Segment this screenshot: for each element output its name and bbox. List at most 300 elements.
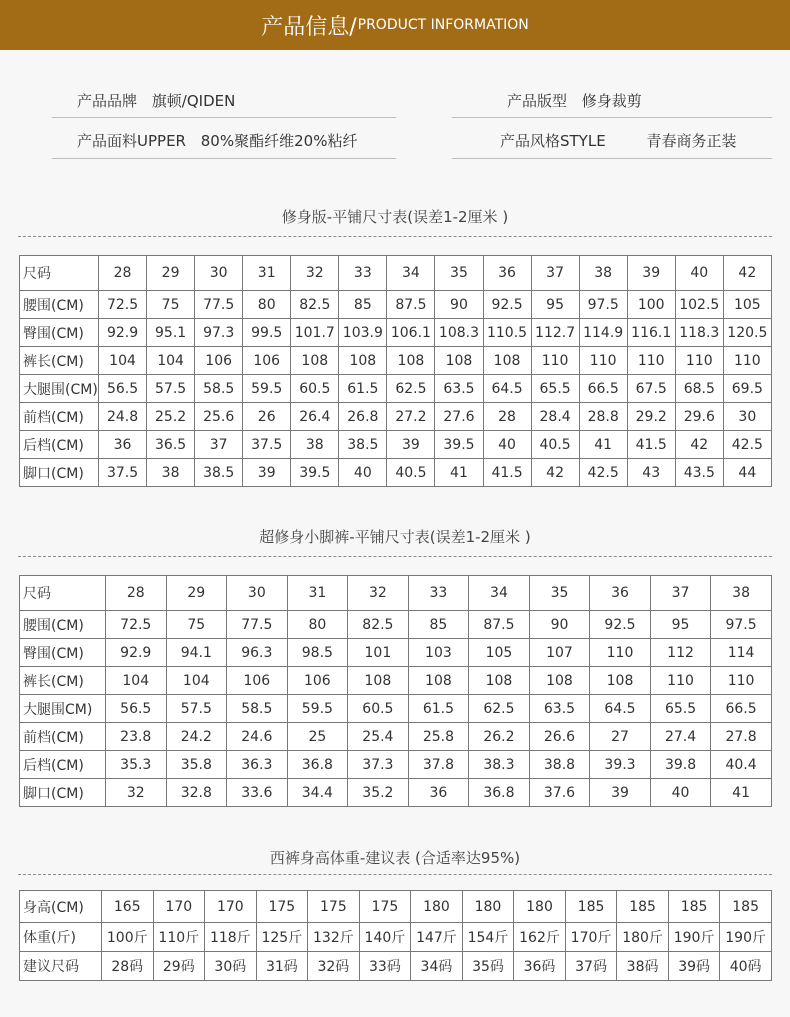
brand-value: 旗顿/QIDEN (151, 92, 236, 110)
header-cell: 170 (153, 891, 205, 923)
table-cell: 105 (723, 291, 771, 319)
table-cell: 108.3 (435, 319, 483, 347)
table-cell: 26.6 (529, 723, 590, 751)
table-cell: 27.2 (387, 403, 435, 431)
table-cell: 147斤 (411, 923, 463, 952)
table-cell: 24.6 (227, 723, 288, 751)
table-row (20, 291, 772, 319)
table-cell: 39 (387, 431, 435, 459)
divider (452, 117, 772, 118)
table-cell: 62.5 (469, 695, 530, 723)
table-cell: 39 (243, 459, 291, 487)
table-cell: 104 (147, 347, 195, 375)
table-cell: 108 (408, 667, 469, 695)
table-header-row (20, 891, 772, 923)
table-cell: 75 (166, 611, 227, 639)
table-row (20, 639, 772, 667)
table-cell: 26.2 (469, 723, 530, 751)
table-cell: 118斤 (205, 923, 257, 952)
table-cell: 85 (339, 291, 387, 319)
table-cell: 37码 (565, 952, 617, 981)
row-label: 腰围(CM) (20, 291, 99, 319)
table-cell: 42.5 (723, 431, 771, 459)
table-cell: 95.1 (147, 319, 195, 347)
table3-title: 西裤身高体重-建议表 (合适率达95%) (269, 849, 521, 867)
fabric-info (77, 130, 357, 151)
table-cell: 87.5 (469, 611, 530, 639)
header-cell: 185 (668, 891, 720, 923)
table-cell: 154斤 (462, 923, 514, 952)
table-cell: 37.3 (348, 751, 409, 779)
table-row (20, 347, 772, 375)
table-cell: 82.5 (348, 611, 409, 639)
table-cell: 26 (243, 403, 291, 431)
table-cell: 72.5 (106, 611, 167, 639)
table-cell: 65.5 (650, 695, 711, 723)
row-label: 建议尺码 (20, 952, 102, 981)
size-table-slim (19, 255, 772, 487)
table-cell: 110 (579, 347, 627, 375)
header-cell: 37 (650, 576, 711, 611)
table-cell: 38 (291, 431, 339, 459)
table-cell: 162斤 (514, 923, 566, 952)
table-cell: 36.8 (287, 751, 348, 779)
header-cell: 35 (435, 256, 483, 291)
table-cell: 37.5 (243, 431, 291, 459)
table-cell: 36码 (514, 952, 566, 981)
table-cell: 28.8 (579, 403, 627, 431)
table-cell: 39.8 (650, 751, 711, 779)
table-cell: 110 (675, 347, 723, 375)
table-cell: 62.5 (387, 375, 435, 403)
brand-info (77, 90, 235, 111)
header-cell: 31 (287, 576, 348, 611)
table-cell: 108 (469, 667, 530, 695)
table-cell: 36.3 (227, 751, 288, 779)
table-cell: 108 (483, 347, 531, 375)
row-label: 裤长(CM) (20, 667, 106, 695)
header-cell: 185 (720, 891, 772, 923)
table-cell: 107 (529, 639, 590, 667)
table-cell: 102.5 (675, 291, 723, 319)
dashed-divider (18, 556, 772, 557)
fit-label: 产品版型 (507, 92, 568, 110)
table-cell: 35.8 (166, 751, 227, 779)
header-cell: 30 (195, 256, 243, 291)
table-cell: 75 (147, 291, 195, 319)
table-cell: 72.5 (99, 291, 147, 319)
table-cell: 92.5 (590, 611, 651, 639)
table-cell: 106 (195, 347, 243, 375)
table-cell: 110斤 (153, 923, 205, 952)
row-label: 脚口(CM) (20, 459, 99, 487)
header-cell: 29 (147, 256, 195, 291)
height-weight-table (19, 890, 772, 981)
table-cell: 58.5 (195, 375, 243, 403)
table-cell: 40.5 (531, 431, 579, 459)
table-header-row (20, 256, 772, 291)
table-row (20, 695, 772, 723)
table-cell: 41.5 (627, 431, 675, 459)
header-cell: 30 (227, 576, 288, 611)
table-cell: 56.5 (106, 695, 167, 723)
table-cell: 58.5 (227, 695, 288, 723)
style-info (500, 130, 736, 151)
table-cell: 25 (287, 723, 348, 751)
table-cell: 125斤 (256, 923, 308, 952)
header-cell: 180 (411, 891, 463, 923)
table-cell: 38码 (617, 952, 669, 981)
header-cell: 32 (291, 256, 339, 291)
table-cell: 59.5 (287, 695, 348, 723)
header-cell: 36 (590, 576, 651, 611)
table-cell: 108 (529, 667, 590, 695)
header-cell: 38 (711, 576, 772, 611)
row-label: 尺码 (20, 576, 106, 611)
table-cell: 66.5 (711, 695, 772, 723)
table-cell: 28 (483, 403, 531, 431)
table-cell: 25.8 (408, 723, 469, 751)
table-cell: 68.5 (675, 375, 723, 403)
table-cell: 64.5 (590, 695, 651, 723)
table-header-row (20, 576, 772, 611)
table-cell: 97.5 (579, 291, 627, 319)
table-cell: 61.5 (339, 375, 387, 403)
fit-value: 修身裁剪 (581, 92, 642, 110)
table-cell: 65.5 (531, 375, 579, 403)
table-cell: 42 (675, 431, 723, 459)
table-row (20, 779, 772, 807)
table-row (20, 952, 772, 981)
table-cell: 34码 (411, 952, 463, 981)
table-cell: 35码 (462, 952, 514, 981)
header-title-cn: 产品信息/ (261, 14, 357, 40)
table-cell: 37.8 (408, 751, 469, 779)
row-label: 臀围(CM) (20, 319, 99, 347)
table-cell: 31码 (256, 952, 308, 981)
style-value: 青春商务正装 (646, 132, 737, 150)
fit-info (507, 90, 642, 111)
table-row (20, 403, 772, 431)
table-cell: 114.9 (579, 319, 627, 347)
table-cell: 190斤 (668, 923, 720, 952)
table-cell: 95 (650, 611, 711, 639)
fabric-value: 80%聚酯纤维20%粘纤 (200, 132, 358, 150)
table-cell: 180斤 (617, 923, 669, 952)
table-cell: 104 (166, 667, 227, 695)
table-cell: 87.5 (387, 291, 435, 319)
header-cell: 29 (166, 576, 227, 611)
table-cell: 90 (435, 291, 483, 319)
header-cell: 40 (675, 256, 723, 291)
table-row (20, 431, 772, 459)
table-cell: 37.5 (99, 459, 147, 487)
table-cell: 38.5 (339, 431, 387, 459)
table-cell: 37 (195, 431, 243, 459)
table-cell: 140斤 (359, 923, 411, 952)
table-cell: 108 (435, 347, 483, 375)
table-cell: 38 (147, 459, 195, 487)
table-cell: 170斤 (565, 923, 617, 952)
table-cell: 95 (531, 291, 579, 319)
table-cell: 40.5 (387, 459, 435, 487)
table-cell: 103.9 (339, 319, 387, 347)
table-cell: 94.1 (166, 639, 227, 667)
table-cell: 32码 (308, 952, 360, 981)
table-cell: 36.8 (469, 779, 530, 807)
table-cell: 41 (435, 459, 483, 487)
table-cell: 108 (291, 347, 339, 375)
table-cell: 42 (531, 459, 579, 487)
table-cell: 60.5 (291, 375, 339, 403)
table-cell: 30 (723, 403, 771, 431)
table-cell: 27 (590, 723, 651, 751)
table-cell: 35.3 (106, 751, 167, 779)
header-cell: 180 (514, 891, 566, 923)
row-label: 脚口(CM) (20, 779, 106, 807)
table-cell: 40 (339, 459, 387, 487)
table-cell: 34.4 (287, 779, 348, 807)
header-cell: 32 (348, 576, 409, 611)
table-cell: 101 (348, 639, 409, 667)
table-cell: 29.2 (627, 403, 675, 431)
table-cell: 57.5 (166, 695, 227, 723)
table-cell: 110.5 (483, 319, 531, 347)
row-label: 臀围(CM) (20, 639, 106, 667)
table-cell: 37.6 (529, 779, 590, 807)
table-cell: 92.9 (106, 639, 167, 667)
table-cell: 106.1 (387, 319, 435, 347)
table-cell: 43.5 (675, 459, 723, 487)
header-cell: 34 (387, 256, 435, 291)
header-cell: 185 (617, 891, 669, 923)
table-cell: 41 (579, 431, 627, 459)
table-cell: 120.5 (723, 319, 771, 347)
header-cell: 31 (243, 256, 291, 291)
table-cell: 105 (469, 639, 530, 667)
table-cell: 35.2 (348, 779, 409, 807)
header-cell: 180 (462, 891, 514, 923)
table-cell: 27.6 (435, 403, 483, 431)
table-cell: 97.3 (195, 319, 243, 347)
table-cell: 112.7 (531, 319, 579, 347)
table-cell: 42.5 (579, 459, 627, 487)
table-cell: 24.8 (99, 403, 147, 431)
table-cell: 106 (227, 667, 288, 695)
table-cell: 92.9 (99, 319, 147, 347)
table-cell: 80 (243, 291, 291, 319)
table-cell: 23.8 (106, 723, 167, 751)
style-label: 产品风格STYLE (500, 132, 606, 150)
divider (452, 158, 772, 159)
table-row (20, 667, 772, 695)
row-label: 大腿围CM) (20, 695, 106, 723)
header-cell: 35 (529, 576, 590, 611)
row-label: 身高(CM) (20, 891, 102, 923)
table-cell: 27.8 (711, 723, 772, 751)
table1-title: 修身版-平铺尺寸表(误差1-2厘米 ) (281, 208, 509, 226)
header-cell: 34 (469, 576, 530, 611)
table-cell: 60.5 (348, 695, 409, 723)
table-cell: 96.3 (227, 639, 288, 667)
table-cell: 25.6 (195, 403, 243, 431)
header-cell: 170 (205, 891, 257, 923)
header-cell: 175 (256, 891, 308, 923)
table-cell: 92.5 (483, 291, 531, 319)
table-cell: 90 (529, 611, 590, 639)
table-cell: 97.5 (711, 611, 772, 639)
table-cell: 100斤 (102, 923, 154, 952)
header-cell: 175 (359, 891, 411, 923)
row-label: 腰围(CM) (20, 611, 106, 639)
table-cell: 28.4 (531, 403, 579, 431)
table-cell: 110 (627, 347, 675, 375)
table-cell: 77.5 (195, 291, 243, 319)
table-cell: 36 (99, 431, 147, 459)
dashed-divider (18, 236, 772, 237)
row-label: 前档(CM) (20, 403, 99, 431)
table-cell: 106 (287, 667, 348, 695)
table-cell: 66.5 (579, 375, 627, 403)
divider (52, 158, 396, 159)
table-cell: 40 (483, 431, 531, 459)
table-cell: 59.5 (243, 375, 291, 403)
table-cell: 108 (348, 667, 409, 695)
header-cell: 185 (565, 891, 617, 923)
table-cell: 33.6 (227, 779, 288, 807)
table-cell: 40 (650, 779, 711, 807)
header-cell: 39 (627, 256, 675, 291)
table-cell: 30码 (205, 952, 257, 981)
table-row (20, 319, 772, 347)
table-row (20, 611, 772, 639)
section-header (0, 0, 790, 50)
table-cell: 41.5 (483, 459, 531, 487)
table-cell: 36 (408, 779, 469, 807)
table-cell: 99.5 (243, 319, 291, 347)
table-cell: 132斤 (308, 923, 360, 952)
table-cell: 27.4 (650, 723, 711, 751)
header-cell: 28 (99, 256, 147, 291)
table-cell: 108 (590, 667, 651, 695)
table-cell: 39.5 (435, 431, 483, 459)
header-cell: 33 (408, 576, 469, 611)
table-cell: 32.8 (166, 779, 227, 807)
table-cell: 118.3 (675, 319, 723, 347)
table-cell: 25.2 (147, 403, 195, 431)
table-cell: 39.5 (291, 459, 339, 487)
header-cell: 38 (579, 256, 627, 291)
table-cell: 41 (711, 779, 772, 807)
table-cell: 64.5 (483, 375, 531, 403)
row-label: 后档(CM) (20, 431, 99, 459)
table-cell: 44 (723, 459, 771, 487)
table-cell: 110 (590, 639, 651, 667)
divider (52, 117, 396, 118)
table-cell: 38.8 (529, 751, 590, 779)
table-cell: 108 (387, 347, 435, 375)
table-cell: 56.5 (99, 375, 147, 403)
table-cell: 38.3 (469, 751, 530, 779)
header-cell: 33 (339, 256, 387, 291)
size-table-skinny (19, 575, 772, 807)
brand-label: 产品品牌 (77, 92, 138, 110)
row-label: 前档(CM) (20, 723, 106, 751)
table-cell: 82.5 (291, 291, 339, 319)
table-cell: 110 (723, 347, 771, 375)
table-row (20, 375, 772, 403)
table-cell: 61.5 (408, 695, 469, 723)
table-cell: 80 (287, 611, 348, 639)
table-cell: 110 (531, 347, 579, 375)
row-label: 尺码 (20, 256, 99, 291)
dashed-divider (18, 874, 772, 875)
table-cell: 32 (106, 779, 167, 807)
table-cell: 110 (711, 667, 772, 695)
table-cell: 63.5 (529, 695, 590, 723)
table-cell: 104 (106, 667, 167, 695)
header-cell: 165 (102, 891, 154, 923)
header-cell: 36 (483, 256, 531, 291)
table-cell: 112 (650, 639, 711, 667)
table-cell: 29码 (153, 952, 205, 981)
table-row (20, 751, 772, 779)
row-label: 裤长(CM) (20, 347, 99, 375)
table-cell: 39码 (668, 952, 720, 981)
table-cell: 33码 (359, 952, 411, 981)
table-cell: 104 (99, 347, 147, 375)
table-cell: 28码 (102, 952, 154, 981)
table-cell: 43 (627, 459, 675, 487)
table-cell: 63.5 (435, 375, 483, 403)
table-row (20, 923, 772, 952)
row-label: 体重(斤) (20, 923, 102, 952)
table-cell: 26.8 (339, 403, 387, 431)
table-cell: 100 (627, 291, 675, 319)
table-cell: 38.5 (195, 459, 243, 487)
table-cell: 36.5 (147, 431, 195, 459)
table-cell: 85 (408, 611, 469, 639)
header-cell: 42 (723, 256, 771, 291)
table-row (20, 723, 772, 751)
table-cell: 39.3 (590, 751, 651, 779)
header-title-en: PRODUCT INFORMATION (357, 17, 529, 33)
row-label: 大腿围(CM) (20, 375, 99, 403)
table-cell: 67.5 (627, 375, 675, 403)
table-cell: 106 (243, 347, 291, 375)
table-cell: 25.4 (348, 723, 409, 751)
table-row (20, 459, 772, 487)
table-cell: 98.5 (287, 639, 348, 667)
table-cell: 110 (650, 667, 711, 695)
table-cell: 39 (590, 779, 651, 807)
table-cell: 40.4 (711, 751, 772, 779)
table-cell: 190斤 (720, 923, 772, 952)
fabric-label: 产品面料UPPER (77, 132, 186, 150)
table-cell: 57.5 (147, 375, 195, 403)
row-label: 后档(CM) (20, 751, 106, 779)
table-cell: 114 (711, 639, 772, 667)
table-cell: 77.5 (227, 611, 288, 639)
table2-title: 超修身小脚裤-平铺尺寸表(误差1-2厘米 ) (259, 528, 531, 546)
table-cell: 116.1 (627, 319, 675, 347)
table-cell: 24.2 (166, 723, 227, 751)
header-cell: 28 (106, 576, 167, 611)
table-cell: 40码 (720, 952, 772, 981)
table-cell: 69.5 (723, 375, 771, 403)
table-cell: 26.4 (291, 403, 339, 431)
header-cell: 37 (531, 256, 579, 291)
